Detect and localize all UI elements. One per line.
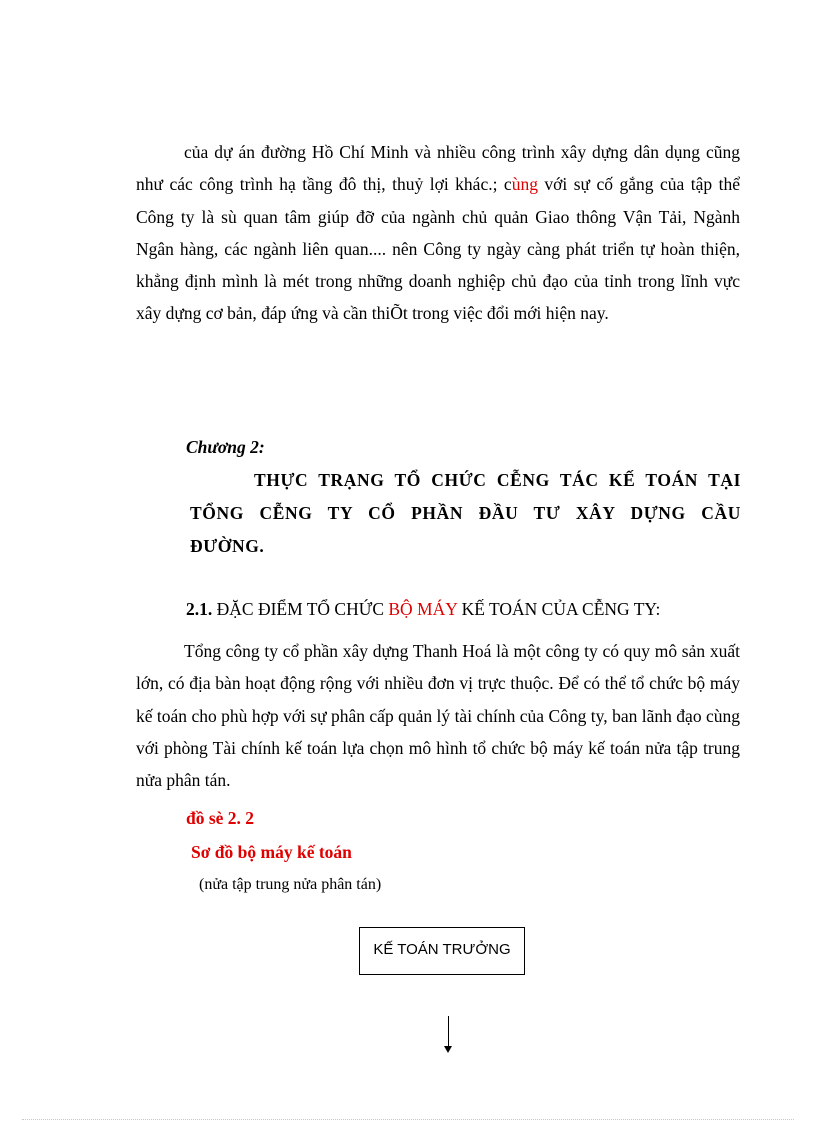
chief-accountant-label: KẾ TOÁN TRƯỞNG	[373, 941, 511, 958]
chapter-title: THỰC TRẠNG TỔ CHỨC CỄNG TÁC KẾ TOÁN TẠI TỔNG CỄNG TY CỔ PHẦN ĐẦU TƯ XÂY DỰNG CẦU ĐƯỜNG.	[190, 470, 741, 556]
section-number: 2.1.	[186, 599, 213, 619]
intro-text-end: với sự cố gắng của tập thể Công ty là sù quan tâm giúp đỡ của ngành chủ quản Giao thông Vận Tải, Ngành Ngân hàng, các ngành liên quan.... nên Công ty ngày càng phát triển tự hoàn thiện, khẳng định mình là mét trong những doanh nghiệp chủ đạo của tỉnh trong lĩnh vực xây dựng cơ bản, đáp ứng và cần thiÕt trong việc đổi mới hiện nay.	[136, 174, 740, 324]
body-paragraph: Tổng công ty cổ phần xây dựng Thanh Hoá là một công ty có quy mô sản xuất lớn, có địa bàn hoạt động rộng với nhiều đơn vị trực thuộc. Để có thể tổ chức bộ máy kế toán cho phù hợp với sự phân cấp quản lý tài chính của Công ty, ban lãnh đạo cùng với phòng Tài chính kế toán lựa chọn mô hình tổ chức bộ máy kế toán nửa tập trung nửa phân tán.	[136, 641, 740, 791]
section-title-end: KẾ TOÁN CỦA CỄNG TY:	[457, 599, 661, 619]
intro-paragraph	[136, 136, 740, 330]
chapter-label: Chương 2:	[186, 437, 265, 457]
diagram-label: đồ sè 2. 2	[186, 808, 255, 828]
section-title-start: ĐẶC ĐIỂM TỔ CHỨC	[212, 599, 389, 619]
intro-red-text: ùng	[511, 174, 538, 195]
arrow-down-icon	[444, 1046, 452, 1053]
diagram-title: Sơ đồ bộ máy kế toán	[191, 842, 352, 862]
page-bottom-divider	[22, 1119, 794, 1120]
section-heading	[186, 597, 660, 621]
chief-accountant-box	[359, 927, 525, 975]
diagram-subtitle: (nửa tập trung nửa phân tán)	[199, 876, 382, 893]
section-title-red: BỘ MÁY	[388, 599, 458, 619]
intro-text-start: của dự án đường Hồ Chí Minh và nhiều công trình xây dựng dân dụng cũng như các công trình hạ tầng đô thị, thuỷ lợi khác.; c	[136, 142, 740, 195]
arrow-down-line	[448, 1016, 449, 1046]
